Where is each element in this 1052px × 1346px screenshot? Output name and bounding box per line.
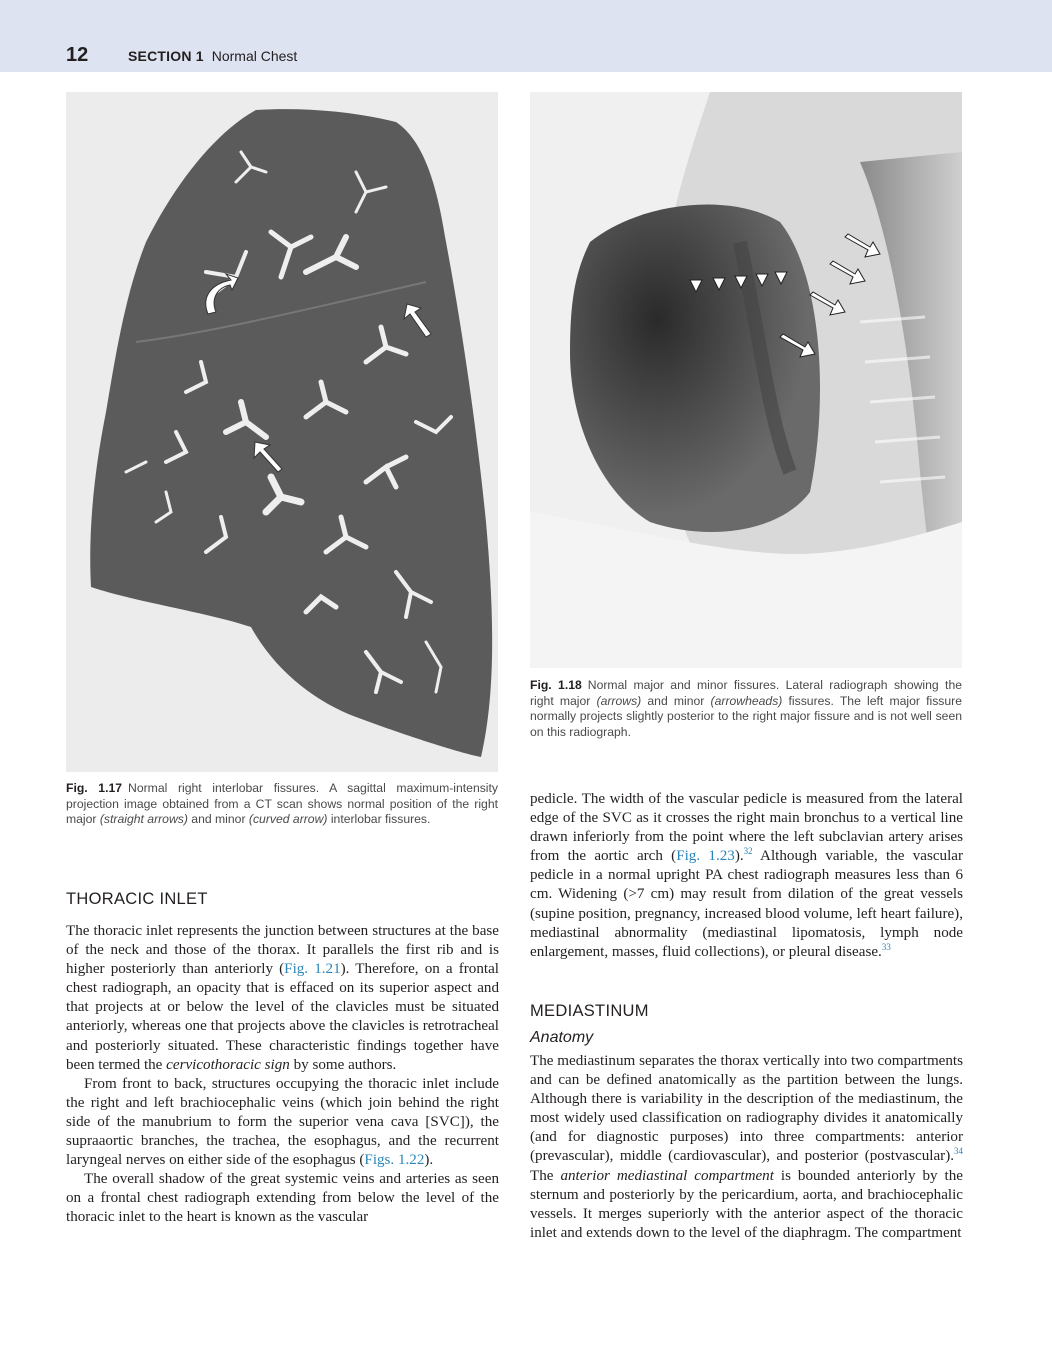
figure-1-18-caption bbox=[530, 678, 962, 740]
text: ). Therefore, on a frontal chest radiograph, an opacity that is effaced on its superior aspect and that projects at or below the level of the clavicles must be situated anteriorly, whereas one that projects above the clavicles is retrotracheal and posteriorly situated. These characteristic findings together have been termed the bbox=[66, 961, 499, 1073]
citation-superscript[interactable]: 33 bbox=[881, 941, 891, 952]
section-heading-mediastinum: MEDIASTINUM bbox=[530, 1002, 649, 1020]
text: The thoracic inlet represents the junction between structures at the base of the neck and those of the thorax. It parallels the first rib and is higher posteriorly than anteriorly ( bbox=[66, 923, 499, 978]
text: ). bbox=[734, 848, 744, 865]
text: The bbox=[530, 1167, 561, 1184]
caption-italic: (curved arrow) bbox=[248, 812, 328, 826]
paragraph bbox=[66, 1075, 499, 1170]
left-body-column bbox=[66, 922, 499, 1228]
paragraph: The overall shadow of the great systemic veins and arteries as seen on a frontal chest radiograph extending from below the level of the thoracic inlet to the heart is known as the vascular bbox=[66, 1171, 499, 1226]
text: pedicle. The width of the vascular pedicle is measured from the lateral edge of the SVC as it crosses the right main bronchus to a vertical line drawn inferiorly from the point where the left subclavian artery arises from the aortic arch ( bbox=[530, 791, 963, 865]
paragraph bbox=[530, 790, 963, 962]
caption-text: Normal right interlobar fissures. A sagittal maximum-intensity projection image obtained from a CT scan shows normal position of the right major bbox=[66, 781, 498, 826]
text: The mediastinum separates the thorax vertically into two compartments and can be defined anatomically as the partition between the lungs. Although there is variability in the description of the mediastinum, the most widely used classification on radiography divides it anatomically (and for diagnostic purposes) into three compartments: anterior (prevascular), middle (cardiovascular), and posterior (postvascular). bbox=[530, 1053, 963, 1165]
text: is bounded anteriorly by the sternum and posteriorly by the pericardium, aorta, and brachiocephalic vessels. It merges superiorly with the anterior aspect of the thoracic inlet and extends down to the level of the diaphragm. The compartment bbox=[530, 1167, 963, 1241]
text: From front to back, structures occupying the thoracic inlet include the right and left brachiocephalic veins (which join behind the right side of the manubrium to form the superior vena cava [SVC]), the supraaortic branches, the trachea, the esophagus, and the recurrent laryngeal nerves on either side of the esophagus ( bbox=[66, 1075, 499, 1169]
caption-text: interlobar fissures. bbox=[327, 812, 431, 826]
right-body-column-top bbox=[530, 790, 963, 962]
italic-term: anterior mediastinal compartment bbox=[560, 1167, 774, 1184]
running-head bbox=[128, 48, 297, 64]
figure-1-17-label: Fig. 1.17 bbox=[66, 781, 123, 795]
figure-reference-link[interactable]: Fig. 1.21 bbox=[284, 961, 341, 978]
figure-1-17-caption bbox=[66, 781, 498, 828]
italic-term: cervicothoracic sign bbox=[166, 1056, 290, 1073]
figure-reference-link[interactable]: Fig. 1.23 bbox=[676, 848, 735, 865]
caption-italic: (straight arrows) bbox=[99, 812, 188, 826]
lung-ct-illustration bbox=[66, 92, 498, 772]
citation-superscript[interactable]: 34 bbox=[954, 1146, 963, 1157]
right-body-column-bottom bbox=[530, 1052, 963, 1243]
caption-text: Normal major and minor fissures. Lateral radiograph showing the right major bbox=[530, 678, 962, 708]
lateral-radiograph-illustration bbox=[530, 92, 962, 668]
caption-italic: (arrowheads) bbox=[710, 693, 783, 708]
page-number: 12 bbox=[66, 44, 89, 66]
text: Although variable, the vascular pedicle in a normal upright PA chest radiograph measures less than 6 cm. Widening (>7 cm) may result from dilation of the great vessels (supine position, pregnancy, increased blood volume, left heart failure), mediastinal abnormality (mediastinal lipomatosis, lymph node enlargement, masses, fluid collections), or pleural disease. bbox=[530, 848, 963, 960]
figure-1-18-label: Fig. 1.18 bbox=[530, 678, 582, 692]
caption-text: and minor bbox=[187, 812, 249, 826]
figure-reference-link[interactable]: Figs. 1.22 bbox=[364, 1152, 425, 1169]
text: ). bbox=[424, 1152, 434, 1169]
paragraph bbox=[66, 922, 499, 1075]
caption-text: fissures. The left major fissure normally projects slightly posterior to the right major fissure and is not well seen on this radiograph. bbox=[530, 693, 962, 739]
paragraph bbox=[530, 1052, 963, 1243]
citation-superscript[interactable]: 32 bbox=[743, 846, 753, 857]
section-title: Normal Chest bbox=[211, 48, 298, 64]
figure-1-17-ct-image bbox=[66, 92, 498, 772]
text: by some authors. bbox=[289, 1056, 397, 1073]
figure-1-18-radiograph bbox=[530, 92, 962, 668]
caption-italic: (arrows) bbox=[596, 693, 642, 708]
section-label: SECTION 1 bbox=[128, 48, 204, 64]
caption-text: and minor bbox=[641, 693, 711, 708]
section-heading-thoracic-inlet: THORACIC INLET bbox=[66, 890, 208, 908]
subheading-anatomy: Anatomy bbox=[530, 1029, 594, 1046]
